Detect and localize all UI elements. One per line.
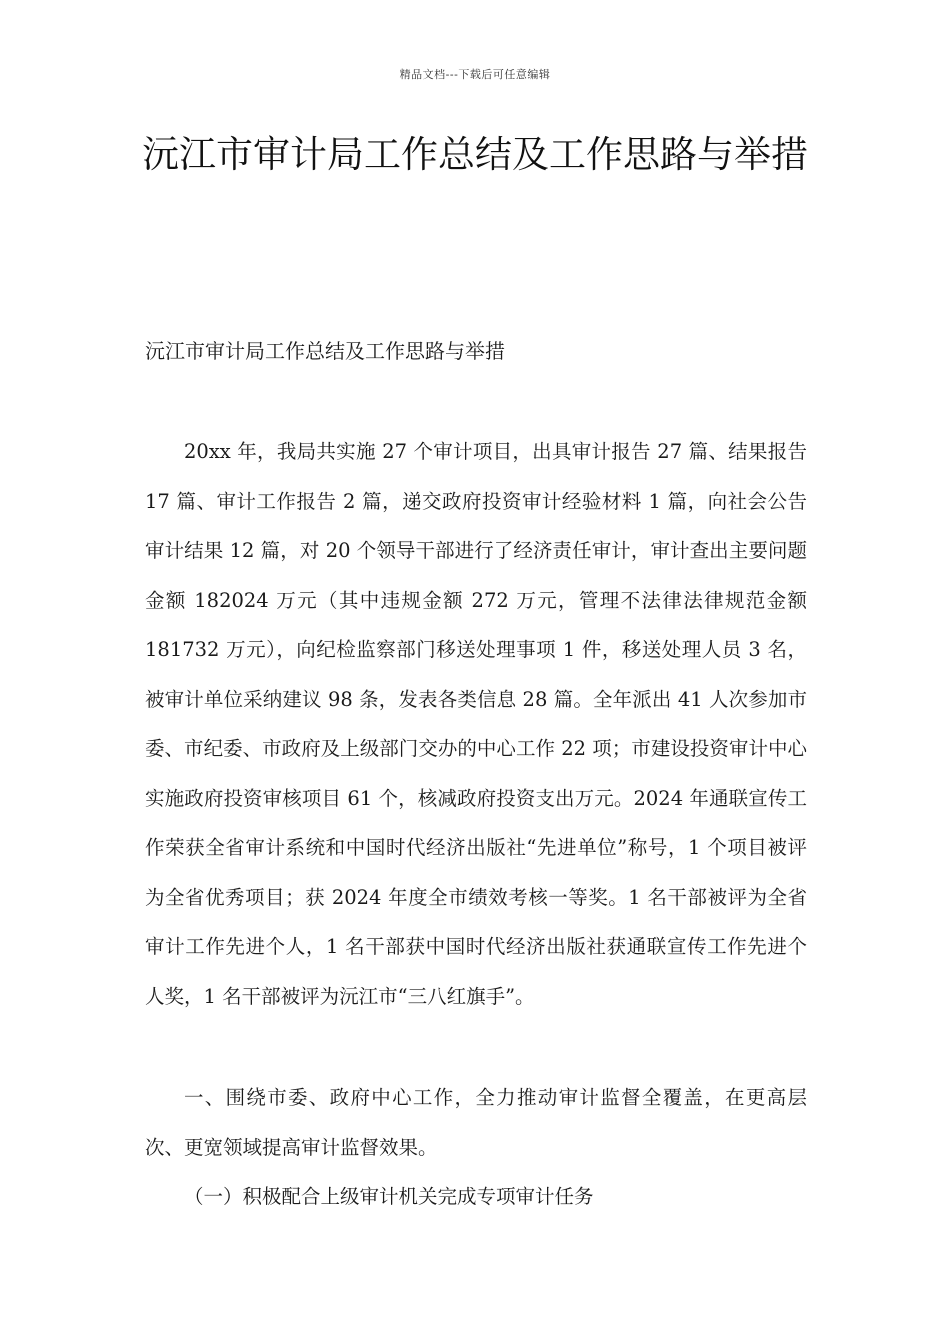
subsection-heading: （一）积极配合上级审计机关完成专项审计任务 bbox=[184, 1185, 594, 1208]
body-text bbox=[145, 427, 807, 1021]
page-title: 沅江市审计局工作总结及工作思路与举措 bbox=[142, 133, 808, 176]
body-paragraph: 20xx 年，我局共实施 27 个审计项目，出具审计报告 27 篇、结果报告 17 篇、审计工作报告 2 篇，递交政府投资审计经验材料 1 篇，向社会公告审计结果 12 篇，对 20 个领导干部进行了经济责任审计，审计查出主要问题金额 182024 万元（其中违规金额 272 万元，管理不法律法律规范金额 181732 万元），向纪检监察部门移送处理事项 1 件，移送处理人员 3 名，被审计单位采纳建议 98 条，发表各类信息 28 篇。全年派出 41 人次参加市委、市纪委、市政府及上级部门交办的中心工作 22 项；市建设投资审计中心实施政府投资审核项目 61 个，核减政府投资支出万元。2024 年通联宣传工作荣获全省审计系统和中国时代经济出版社“先进单位”称号，1 个项目被评为全省优秀项目；获 2024 年度全市绩效考核一等奖。1 名干部被评为全省审计工作先进个人，1 名干部获中国时代经济出版社获通联宣传工作先进个人奖，1 名干部被评为沅江市“三八红旗手”。 bbox=[145, 440, 807, 1008]
document-subtitle: 沅江市审计局工作总结及工作思路与举措 bbox=[145, 339, 505, 363]
section-heading: 一、围绕市委、政府中心工作，全力推动审计监督全覆盖，在更高层次、更宽领域提高审计监督效果。 bbox=[145, 1086, 807, 1159]
header-watermark: 精品文档---下载后可任意编辑 bbox=[399, 68, 551, 81]
